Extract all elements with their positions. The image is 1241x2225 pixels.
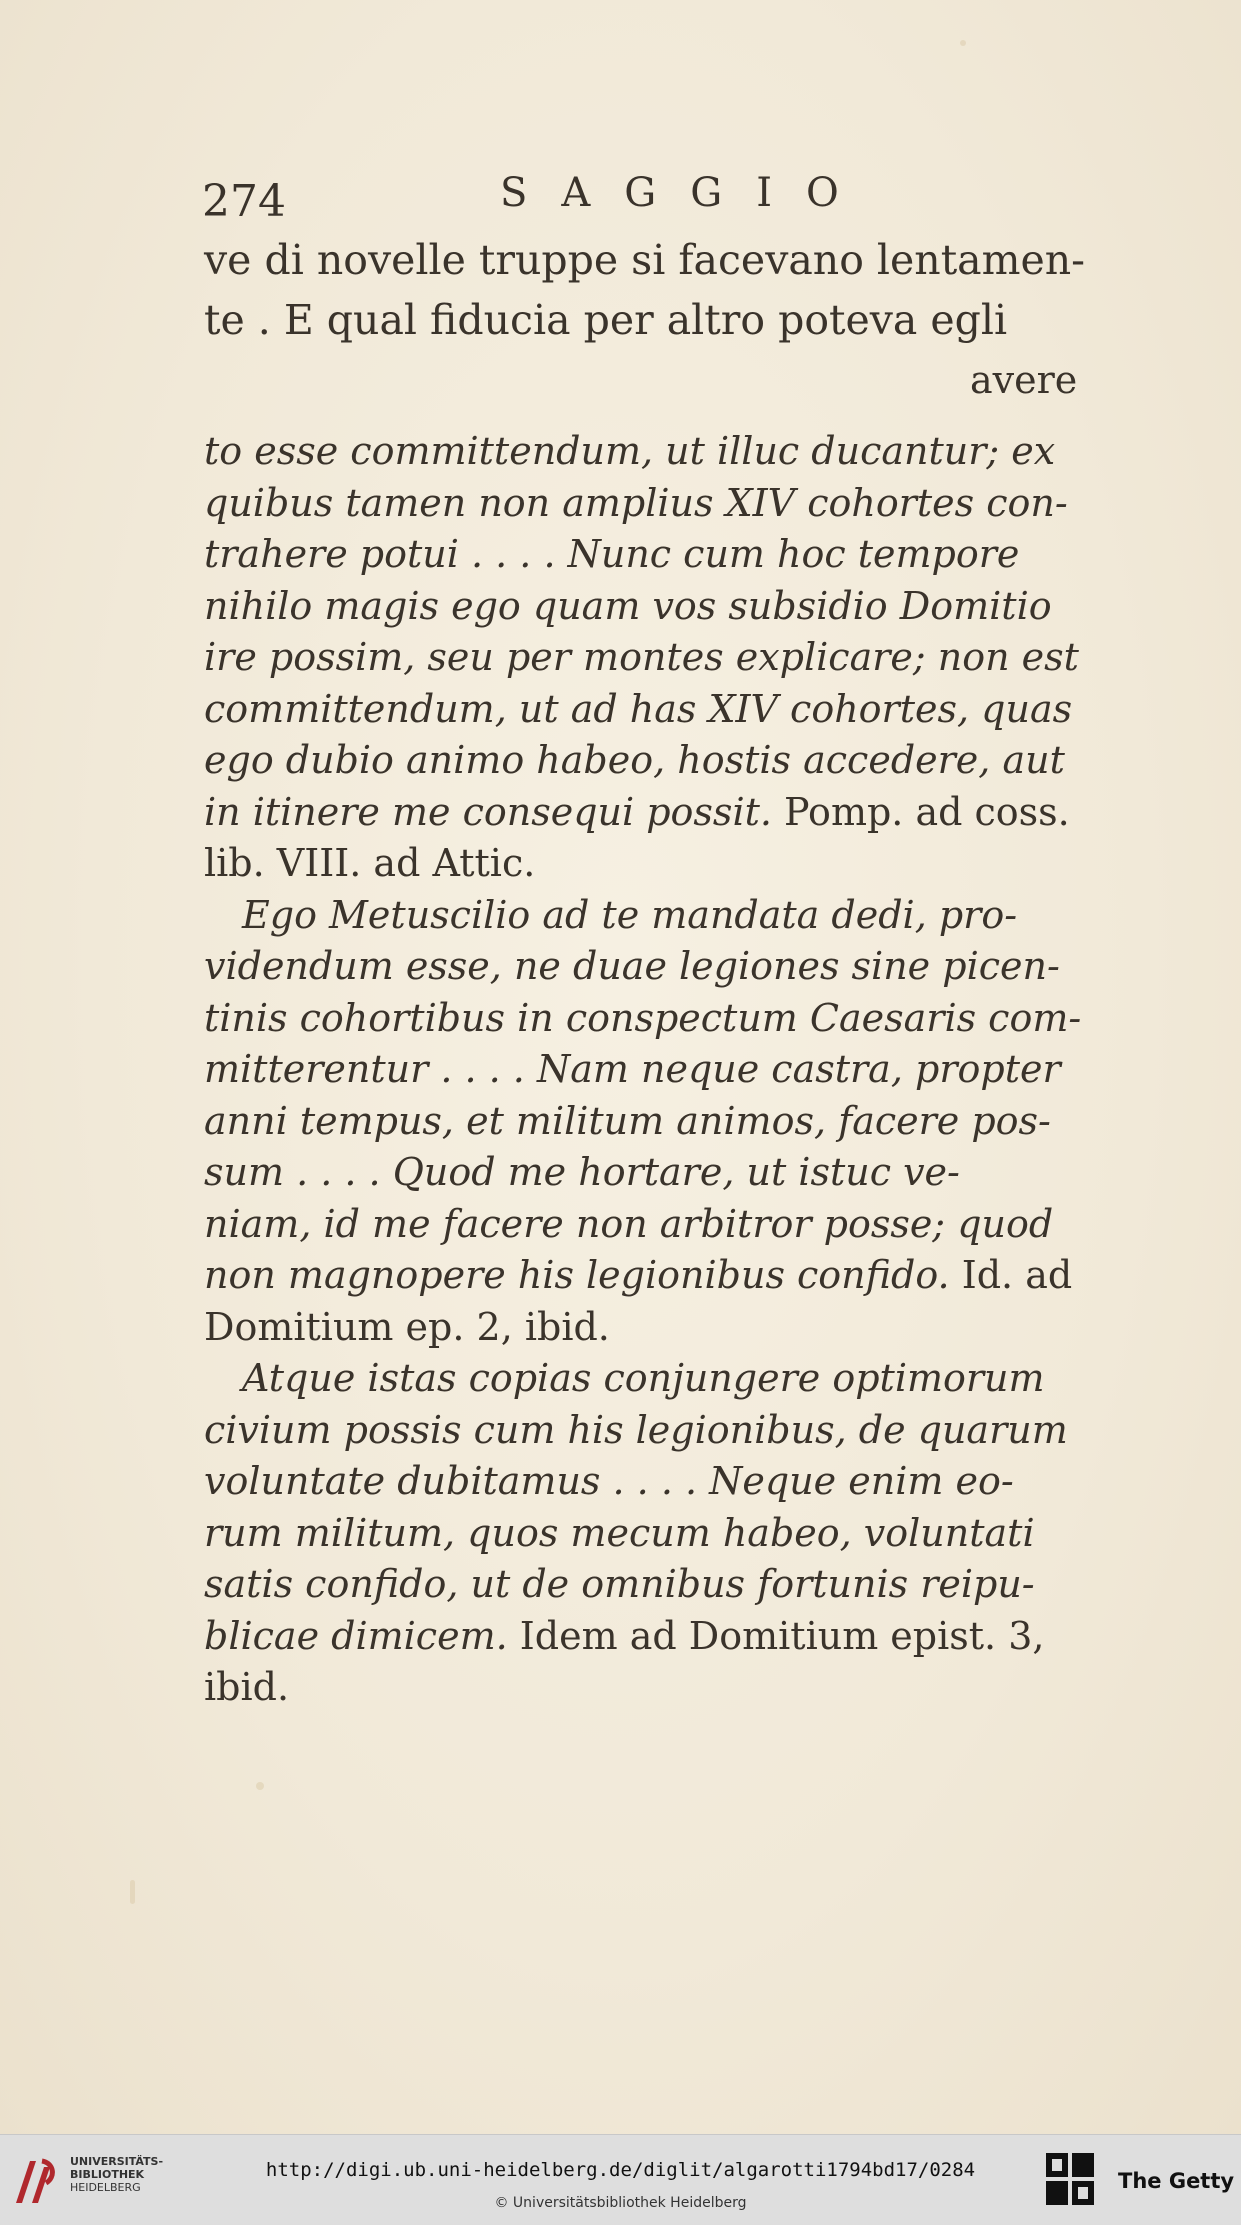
library-name-line: BIBLIOTHEK (70, 2168, 145, 2181)
paper-spot (256, 1782, 264, 1790)
footnote-quote: rum militum, quos mecum habeo, voluntati (204, 1511, 1035, 1555)
footnote-line (242, 893, 1018, 937)
footnote-line (204, 1665, 290, 1709)
footnote-quote: satis confido, ut de omnibus fortunis reipu- (204, 1562, 1035, 1606)
footnote-citation: Pomp. ad coss. (771, 790, 1070, 834)
footnote-line (242, 1356, 1045, 1400)
footnote-line (204, 429, 1056, 473)
footnote-quote: committendum, ut ad has XIV cohortes, quas (204, 687, 1073, 731)
footnote-quote: quibus tamen non amplius XIV cohortes con- (204, 481, 1068, 525)
body-line: ve di novelle truppe si facevano lentamen- (204, 236, 1086, 284)
partner-name: The Getty (1118, 2169, 1235, 2193)
footnote-line (204, 635, 1079, 679)
footnote-quote: in itinere me consequi possit. (204, 790, 772, 834)
footnote-quote: Atque istas copias conjungere optimorum (242, 1356, 1045, 1400)
footnote-quote: sum . . . . Quod me hortare, ut istuc ve- (204, 1150, 960, 1194)
footnote-quote: Ego Metuscilio ad te mandata dedi, pro- (242, 893, 1018, 937)
footnote-quote: civium possis cum his legionibus, de quarum (204, 1408, 1068, 1452)
footnote-quote: ego dubio animo habeo, hostis accedere, aut (204, 738, 1065, 782)
permalink-url[interactable]: http://digi.ub.uni-heidelberg.de/diglit/algarotti1794bd17/0284 (265, 2159, 976, 2181)
footnote-line (204, 481, 1068, 525)
footnote-line (204, 944, 1060, 988)
footnote-quote: videndum esse, ne duae legiones sine picen- (204, 944, 1060, 988)
footnote-quote: mitterentur . . . . Nam neque castra, propter (204, 1047, 1061, 1091)
footnote-line (204, 790, 1070, 834)
footnote-citation: lib. VIII. ad Attic. (204, 841, 536, 885)
footnote-line (204, 687, 1073, 731)
footnote-line (204, 584, 1052, 628)
copyright-notice: © Universitätsbibliothek Heidelberg (494, 2195, 747, 2211)
footnote-line (204, 996, 1082, 1040)
paper-spot (960, 40, 966, 46)
footnote-line (204, 1047, 1061, 1091)
footnote-quote: blicae dimicem. (204, 1614, 508, 1658)
catchword: avere (970, 358, 1078, 402)
footnote-line (204, 1408, 1068, 1452)
footnote-citation: ibid. (204, 1665, 290, 1709)
footnote-line (204, 1305, 610, 1349)
running-head: SAGGIO (500, 170, 873, 216)
footnote-line (204, 1253, 1073, 1297)
paper-spot (130, 1880, 135, 1904)
footnote-quote: niam, id me facere non arbitror posse; quod (204, 1202, 1054, 1246)
footnote-line (204, 1614, 1045, 1658)
footnote-line (204, 532, 1020, 576)
footnote-citation: Domitium ep. 2, ibid. (204, 1305, 610, 1349)
footnote-quote: anni tempus, et militum animos, facere pos- (204, 1099, 1051, 1143)
footnote-quote: non magnopere his legionibus confido. (204, 1253, 950, 1297)
footnote-line (204, 1150, 960, 1194)
digital-library-footer (0, 2134, 1241, 2225)
footnote-quote: voluntate dubitamus . . . . Neque enim eo- (204, 1459, 1014, 1503)
footnote-line (204, 1511, 1035, 1555)
footnote-quote: ire possim, seu per montes explicare; non est (204, 635, 1079, 679)
footnote-line (204, 841, 536, 885)
footnote-quote: trahere potui . . . . Nunc cum hoc tempore (204, 532, 1020, 576)
footnote-line (204, 1459, 1014, 1503)
footnote-line (204, 1202, 1054, 1246)
footnote-line (204, 1099, 1051, 1143)
body-line: te . E qual fiducia per altro poteva egli (204, 296, 1008, 344)
getty-logo-icon (1044, 2151, 1096, 2207)
page-number: 274 (202, 176, 286, 227)
library-name-line: HEIDELBERG (70, 2181, 141, 2194)
footnote-quote: nihilo magis ego quam vos subsidio Domitio (204, 584, 1052, 628)
footnote-quote: tinis cohortibus in conspectum Caesaris com- (204, 996, 1082, 1040)
footnote-quote: to esse committendum, ut illuc ducantur; ex (204, 429, 1056, 473)
footnote-line (204, 1562, 1035, 1606)
footnote-citation: Id. ad (949, 1253, 1073, 1297)
footnote-line (204, 738, 1065, 782)
footnote-citation: Idem ad Domitium epist. 3, (507, 1614, 1045, 1658)
library-name-line: UNIVERSITÄTS- (70, 2155, 164, 2168)
